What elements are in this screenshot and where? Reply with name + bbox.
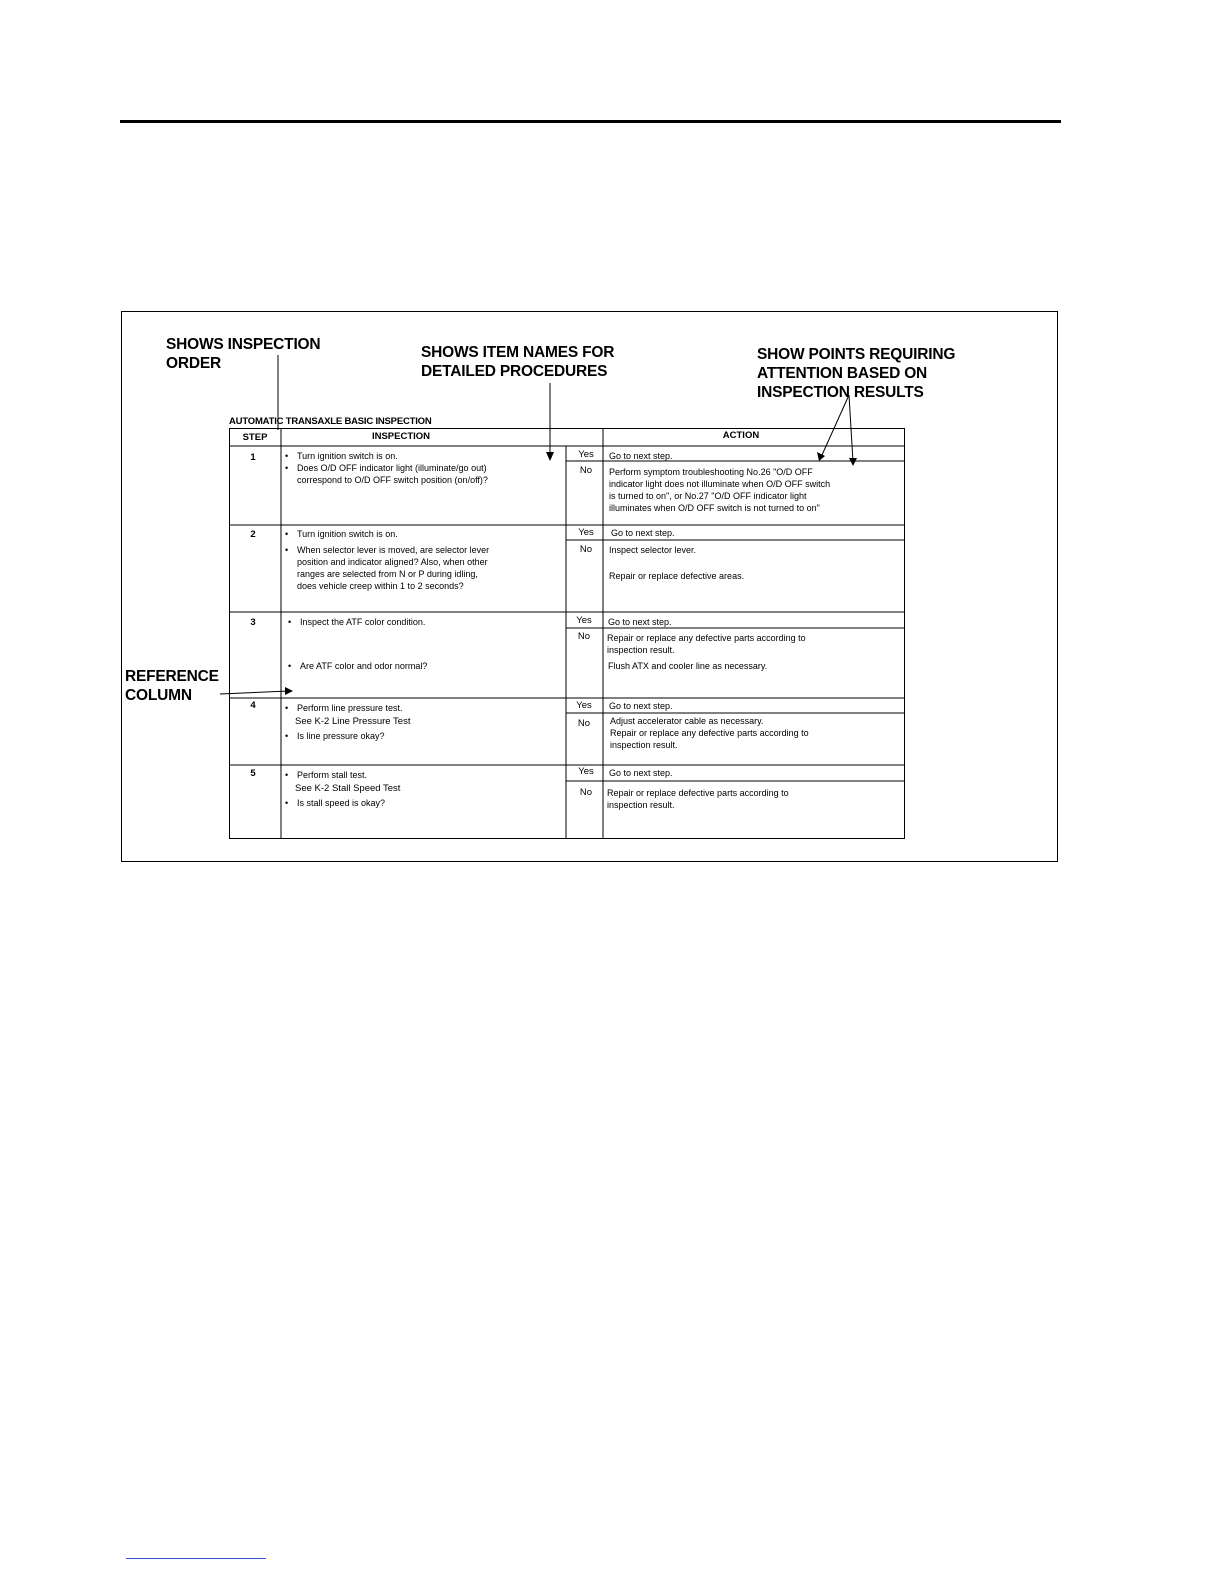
no-action	[607, 787, 789, 811]
inspection-item	[288, 660, 427, 672]
inspection-line: Inspect the ATF color condition.	[300, 617, 426, 627]
callout-line: REFERENCE	[125, 668, 219, 685]
callout-line: SHOWS INSPECTION	[166, 336, 321, 353]
header-inspection: INSPECTION	[371, 431, 431, 442]
step-number: 1	[250, 452, 256, 463]
inspection-item	[285, 769, 400, 809]
no-action-line: Flush ATX and cooler line as necessary.	[608, 661, 768, 671]
bullet: •	[285, 731, 289, 741]
inspection-line: correspond to O/D OFF switch position (on/off)?	[297, 475, 488, 485]
step-number: 3	[250, 617, 256, 628]
action-line: inspection result.	[607, 800, 675, 810]
no-label: No	[577, 718, 591, 729]
inspection-line: When selector lever is moved, are selector lever	[297, 545, 490, 555]
inspection-line: Does O/D OFF indicator light (illuminate/go out)	[297, 463, 487, 473]
yes-label: Yes	[576, 615, 592, 626]
no-action	[609, 466, 830, 514]
bullet: •	[288, 661, 292, 671]
yes-label: Yes	[578, 449, 594, 460]
action-line: is turned to on", or No.27 "O/D OFF indicator light	[609, 491, 807, 501]
yes-label: Yes	[576, 700, 592, 711]
no-label: No	[579, 544, 593, 555]
yes-action: Go to next step.	[608, 617, 672, 627]
action-line: Repair or replace any defective parts according to	[607, 633, 806, 643]
yes-action: Go to next step.	[611, 528, 675, 538]
yes-label: Yes	[578, 527, 594, 538]
bullet: •	[285, 798, 289, 808]
callout-line: COLUMN	[125, 687, 192, 704]
inspection-line: ranges are selected from N or P during idling,	[297, 569, 478, 579]
callout-line: SHOWS ITEM NAMES FOR	[421, 344, 615, 361]
inspection-item	[288, 616, 425, 628]
callout-line: INSPECTION RESULTS	[757, 384, 924, 401]
no-action-line: Inspect selector lever.	[609, 545, 697, 555]
bullet: •	[285, 770, 289, 780]
no-action	[610, 715, 809, 751]
footer-link-rule	[126, 1558, 266, 1559]
action-line: Adjust accelerator cable as necessary.	[610, 716, 764, 726]
yes-action: Go to next step.	[609, 451, 673, 461]
header-step: STEP	[242, 432, 268, 443]
step-number: 4	[250, 700, 256, 711]
table-title: AUTOMATIC TRANSAXLE BASIC INSPECTION	[229, 416, 432, 427]
reference-line: See K-2 Line Pressure Test	[295, 716, 411, 727]
action-line: indicator light does not illuminate when O/D OFF switch	[609, 479, 831, 489]
inspection-line: Are ATF color and odor normal?	[300, 661, 428, 671]
header-action: ACTION	[722, 430, 760, 441]
inspection-line: Is line pressure okay?	[297, 731, 385, 741]
inspection-line: does vehicle creep within 1 to 2 seconds?	[297, 581, 464, 591]
bullet: •	[285, 703, 289, 713]
callout-line: SHOW POINTS REQUIRING	[757, 346, 956, 363]
bullet: •	[285, 545, 289, 555]
no-action	[607, 632, 806, 656]
yes-action: Go to next step.	[609, 701, 673, 711]
bullet: •	[288, 617, 292, 627]
no-action-line: Repair or replace defective areas.	[609, 571, 745, 581]
bullet: •	[285, 463, 289, 473]
bullet: •	[285, 451, 289, 461]
action-line: illuminates when O/D OFF switch is not turned to on"	[609, 503, 820, 513]
inspection-line: position and indicator aligned? Also, when other	[297, 557, 488, 567]
inspection-line: Turn ignition switch is on.	[297, 529, 398, 539]
action-line: Repair or replace any defective parts according to	[610, 728, 809, 738]
inspection-line: Perform line pressure test.	[297, 703, 403, 713]
yes-label: Yes	[578, 766, 594, 777]
action-line: inspection result.	[610, 740, 678, 750]
callout-line: DETAILED PROCEDURES	[421, 363, 608, 380]
no-label: No	[579, 787, 593, 798]
yes-action: Go to next step.	[609, 768, 673, 778]
inspection-item	[285, 450, 488, 486]
no-label: No	[579, 465, 593, 476]
reference-line: See K-2 Stall Speed Test	[295, 783, 401, 794]
inspection-item	[285, 702, 410, 742]
inspection-line: Is stall speed is okay?	[297, 798, 386, 808]
action-line: inspection result.	[607, 645, 675, 655]
bullet: •	[285, 529, 289, 539]
action-line: Perform symptom troubleshooting No.26 "O/D OFF	[609, 467, 813, 477]
callout-line: ORDER	[166, 355, 221, 372]
inspection-line: Perform stall test.	[297, 770, 368, 780]
inspection-item	[285, 528, 489, 592]
step-number: 2	[250, 529, 256, 540]
action-line: Repair or replace defective parts according to	[607, 788, 789, 798]
step-number: 5	[250, 768, 256, 779]
callout-line: ATTENTION BASED ON	[757, 365, 928, 382]
no-label: No	[577, 631, 591, 642]
inspection-line: Turn ignition switch is on.	[297, 451, 398, 461]
